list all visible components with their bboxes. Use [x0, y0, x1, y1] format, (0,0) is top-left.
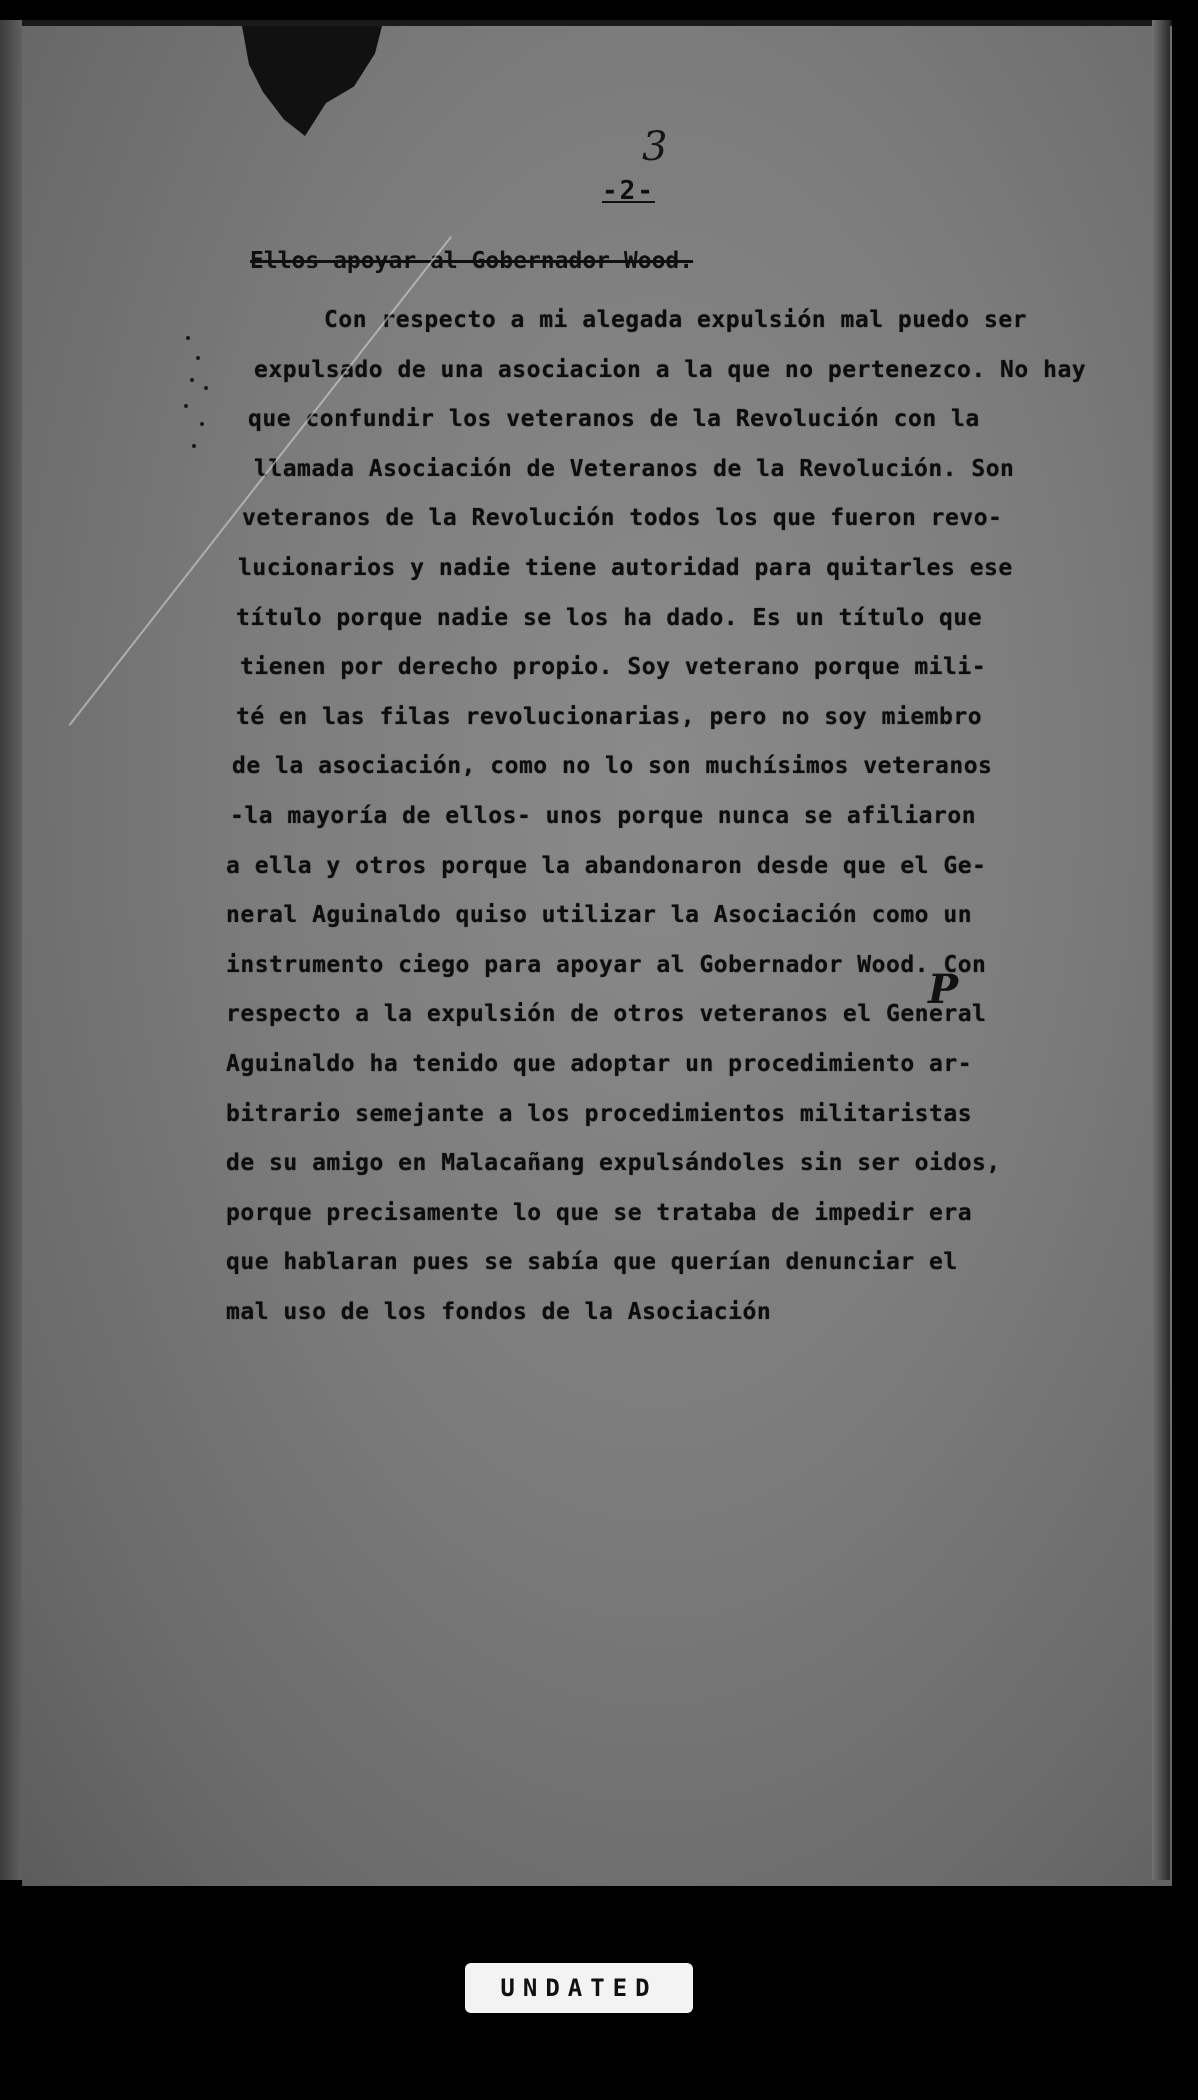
text-line: título porque nadie se los ha dado. Es un título que	[236, 604, 983, 631]
paper-right-edge	[1152, 20, 1170, 1880]
text-line: instrumento ciego para apoyar al Gobernador Wood. Con	[226, 951, 987, 978]
text-line: de la asociación, como no lo son muchísimos veteranos	[232, 753, 993, 780]
ink-specks	[182, 326, 232, 456]
struck-heading: Ellos apoyar al Gobernador Wood.	[250, 248, 694, 274]
text-line: Con respecto a mi alegada expulsión mal puedo ser	[324, 307, 1028, 333]
text-line: veteranos de la Revolución todos los que fueron revo-	[242, 505, 1003, 532]
text-line: Aguinaldo ha tenido que adoptar un procedimiento ar-	[226, 1050, 973, 1077]
text-line: respecto a la expulsión de otros veteranos el General	[226, 1001, 987, 1028]
typed-body	[226, 296, 1106, 1337]
text-line: -la mayoría de ellos- unos porque nunca se afiliaron	[230, 802, 977, 829]
text-line: a ella y otros porque la abandonaron desde que el Ge-	[226, 852, 987, 879]
undated-stamp	[465, 1963, 693, 2013]
text-line: mal uso de los fondos de la Asociación	[226, 1298, 772, 1325]
text-line: llamada Asociación de Veteranos de la Revolución. Son	[254, 455, 1015, 482]
text-line: bitrario semejante a los procedimientos militaristas	[226, 1100, 973, 1127]
document-page	[22, 20, 1172, 1886]
text-line: que confundir los veteranos de la Revolución con la	[248, 406, 980, 433]
page-marker: -2-	[602, 176, 655, 206]
text-line: de su amigo en Malacañang expulsándoles sin ser oidos,	[226, 1150, 1001, 1177]
page-number: 3	[642, 124, 668, 170]
undated-label: UNDATED	[500, 1974, 658, 2002]
text-line: tienen por derecho propio. Soy veterano porque mili-	[240, 654, 987, 681]
text-line: expulsado de una asociacion a la que no pertenezco. No hay	[254, 356, 1087, 383]
text-line: té en las filas revolucionarias, pero no soy miembro	[236, 703, 983, 730]
handwritten-mark: P	[928, 966, 959, 1013]
text-line: neral Aguinaldo quiso utilizar la Asociación como un	[226, 902, 973, 929]
text-line: porque precisamente lo que se trataba de impedir era	[226, 1199, 973, 1226]
text-line: que hablaran pues se sabía que querían denunciar el	[226, 1249, 958, 1276]
text-line: lucionarios y nadie tiene autoridad para quitarles ese	[238, 554, 1013, 581]
